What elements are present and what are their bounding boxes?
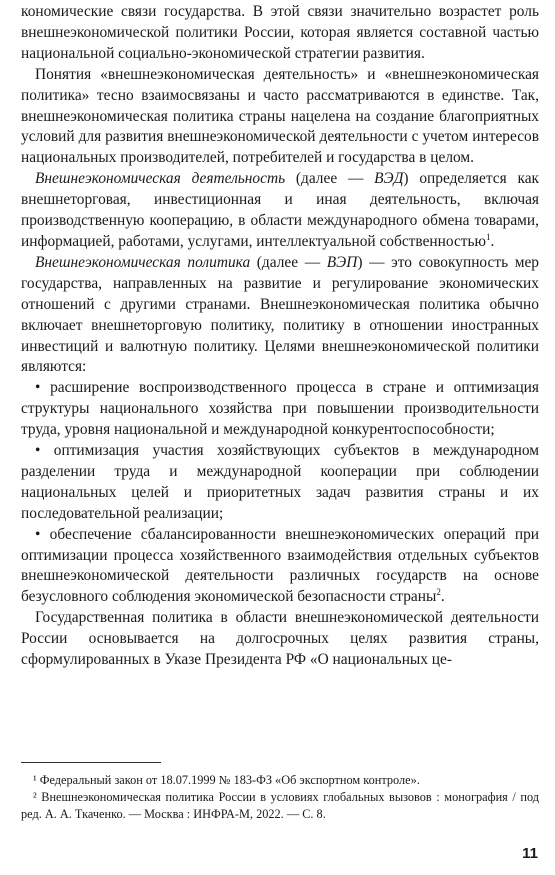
term-ved: Внешнеэкономическая деятельность: [35, 170, 286, 188]
main-text: [21, 2, 539, 671]
paragraph-vep-definition: Внешнеэкономическая политика (далее — ВЭП) — это совокупность мер государства, направленных на развитие и регулирование экономических отношений с другими странами. Внешнеэкономическая политика обычно включает внешнеторговую политику, политику в отношении иностранных инвестиций и валютную политику. Целями внешнеэкономической политики являются:: [21, 253, 539, 376]
footnotes: [21, 772, 539, 823]
footnote-ref-1[interactable]: 1: [486, 231, 491, 242]
list-item-goal-1: • расширение воспроизводственного процесса в стране и оптимизация структуры национального хозяйства при повышении производительности труда, уровня национальной и международной конкурентоспособности;: [21, 379, 539, 439]
footnote-divider: [21, 762, 161, 763]
paragraph-ved-definition: Внешнеэкономическая деятельность (далее — ВЭД) определяется как внешнеторговая, инвестиционная и иная деятельность, включая производственную кооперацию, в области международного обмена товарами, информацией, работами, услугами, интеллектуальной собственностью$^1$.: [21, 170, 539, 250]
footnote-2: ² Внешнеэкономическая политика России в условиях глобальных вызовов : монография / под ред. А. А. Ткаченко. — Москва : ИНФРА-М, 2022. — С. 8.: [21, 790, 539, 821]
abbr-ved: ВЭД: [374, 170, 404, 188]
footnote-ref-2[interactable]: 2: [436, 587, 441, 598]
list-item-goal-2: • оптимизация участия хозяйствующих субъектов в международном разделении труда и международной кооперации при соблюдении национальных целей и приоритетных задач развития страны и их последовательной реализации;: [21, 442, 539, 522]
list-item-goal-3: • обеспечение сбалансированности внешнеэкономических операций при оптимизации процесса хозяйственного взаимодействия отдельных субъектов внешнеэкономической деятельности различных государств на основе безусловного соблюдения экономической безопасности страны$^2$.: [21, 525, 539, 606]
page-number: 11: [522, 845, 538, 862]
paragraph-concepts: Понятия «внешнеэкономическая деятельность» и «внешнеэкономическая политика» тесно взаимосвязаны и часто рассматриваются в единстве. Так, внешнеэкономическая политика страны нацелена на создание благоприятных условий для развития внешнеэкономической деятельности с учетом интересов национальных производителей, потребителей и государства в целом.: [21, 65, 539, 167]
abbr-vep: ВЭП: [326, 253, 358, 271]
paragraph-continuation: кономические связи государства. В этой связи значительно возрастет роль внешнеэкономической политики России, которая является составной частью национальной социально-экономической стратегии развития.: [21, 3, 539, 62]
term-vep: Внешнеэкономическая политика: [35, 253, 251, 271]
footnote-1: ¹ Федеральный закон от 18.07.1999 № 183-ФЗ «Об экспортном контроле».: [33, 773, 420, 787]
paragraph-state-policy: Государственная политика в области внешнеэкономической деятельности России основывается на долгосрочных целях развития страны, сформулированных в Указе Президента РФ «О национальных це-: [21, 609, 539, 669]
